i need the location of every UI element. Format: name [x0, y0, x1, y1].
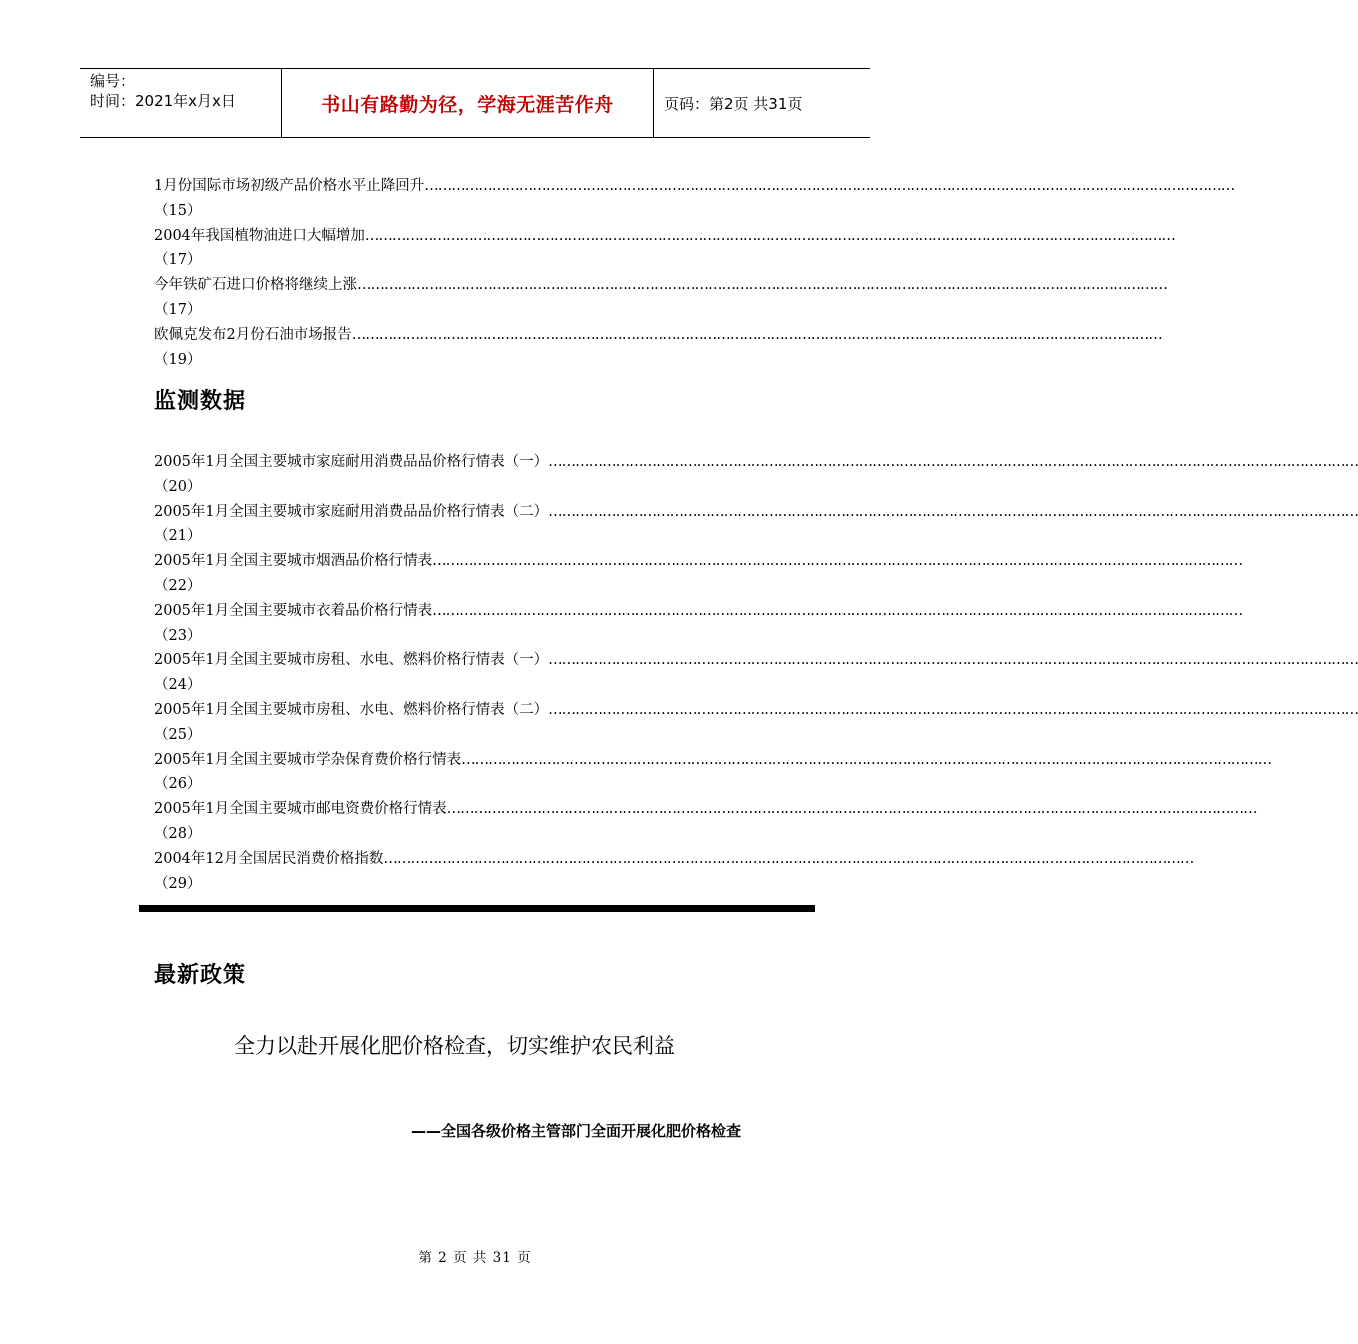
toc-entry[interactable] [154, 797, 1257, 847]
toc-leader-dots: ……………………………………………………………………………………………………………………………………………………………… [383, 850, 1194, 867]
toc-entry-title: 2005年1月全国主要城市学杂保育费价格行情表 [154, 751, 462, 768]
toc-entry[interactable] [154, 748, 1272, 798]
toc-entry-line [154, 847, 1194, 872]
header-id-label: 编号： [90, 72, 136, 90]
toc-international-section [154, 174, 1235, 372]
toc-entry-page: （17） [154, 252, 202, 269]
header-meta [80, 69, 282, 137]
toc-entry-line [154, 500, 1358, 525]
toc-entry-line [154, 748, 1272, 773]
toc-entry-page: （29） [154, 875, 202, 892]
toc-entry-title: 2004年12月全国居民消费价格指数 [154, 850, 384, 867]
toc-entry-title: 2005年1月全国主要城市家庭耐用消费品品价格行情表（一） [154, 454, 549, 470]
toc-entry-line [154, 323, 1162, 348]
toc-entry-line [154, 648, 1358, 673]
toc-entry-line [154, 698, 1358, 723]
toc-leader-dots: ……………………………………………………………………………………………………………………………………………………………… [548, 503, 1358, 520]
toc-leader-dots: ……………………………………………………………………………………………………………………………………………………………… [432, 553, 1243, 570]
toc-leader-dots: ……………………………………………………………………………………………………………………………………………………………… [548, 454, 1358, 470]
toc-entry-title: 今年铁矿石进口价格将继续上涨 [154, 277, 357, 294]
toc-leader-dots: ……………………………………………………………………………………………………………………………………………………………… [357, 277, 1167, 294]
toc-entry-title: 2005年1月全国主要城市房租、水电、燃料价格行情表（二） [154, 701, 549, 718]
toc-leader-dots: ……………………………………………………………………………………………………………………………………………………………… [364, 227, 1175, 244]
toc-entry-title: 2004年我国植物油进口大幅增加 [154, 227, 365, 244]
toc-entry-line [154, 224, 1175, 249]
toc-entry-page: （24） [154, 677, 202, 694]
toc-entry-line [154, 549, 1243, 574]
toc-entry-line [154, 450, 1358, 475]
toc-leader-dots: ……………………………………………………………………………………………………………………………………………………………… [548, 652, 1358, 669]
toc-leader-dots: ……………………………………………………………………………………………………………………………………………………………… [432, 602, 1243, 619]
toc-entry[interactable] [154, 450, 1358, 500]
toc-entry-line [154, 797, 1257, 822]
toc-monitor-section [154, 450, 1358, 896]
document-header [80, 68, 870, 138]
header-date: 时间：2021年x月x日 [90, 92, 236, 110]
toc-entry[interactable] [154, 323, 1162, 373]
toc-entry-page: （28） [154, 825, 202, 842]
toc-entry[interactable] [154, 224, 1175, 274]
toc-leader-dots: ……………………………………………………………………………………………………………………………………………………………… [548, 701, 1358, 718]
toc-entry-title: 2005年1月全国主要城市房租、水电、燃料价格行情表（一） [154, 652, 549, 669]
toc-entry-page: （19） [154, 351, 202, 368]
toc-entry-title: 2005年1月全国主要城市邮电资费价格行情表 [154, 801, 447, 818]
toc-entry-line [154, 599, 1243, 624]
toc-entry-title: 2005年1月全国主要城市衣着品价格行情表 [154, 602, 433, 619]
toc-entry[interactable] [154, 648, 1358, 698]
toc-entry-page: （15） [154, 202, 202, 219]
toc-entry-page: （21） [154, 528, 202, 545]
header-page-info: 页码：第2页 共31页 [664, 94, 803, 113]
toc-entry[interactable] [154, 549, 1243, 599]
toc-entry[interactable] [154, 500, 1358, 550]
policy-article-subtitle: ——全国各级价格主管部门全面开展化肥价格检查 [411, 1122, 742, 1140]
toc-leader-dots: ……………………………………………………………………………………………………………………………………………………………… [351, 326, 1162, 343]
page-footer: 第 2 页 共 31 页 [418, 1250, 532, 1266]
toc-leader-dots: ……………………………………………………………………………………………………………………………………………………………… [446, 801, 1257, 818]
toc-entry-page: （23） [154, 627, 202, 644]
header-motto: 书山有路勤为径，学海无涯苦作舟 [282, 69, 654, 137]
toc-entry[interactable] [154, 599, 1243, 649]
toc-leader-dots: ……………………………………………………………………………………………………………………………………………………………… [424, 178, 1235, 194]
toc-entry-title: 1月份国际市场初级产品价格水平止降回升 [154, 178, 425, 194]
toc-leader-dots: ……………………………………………………………………………………………………………………………………………………………… [461, 751, 1272, 768]
toc-entry-line [154, 273, 1167, 298]
section-divider [139, 905, 815, 912]
toc-entry-page: （26） [154, 776, 202, 793]
toc-entry[interactable] [154, 698, 1358, 748]
toc-entry-title: 2005年1月全国主要城市烟酒品价格行情表 [154, 553, 433, 570]
section-heading-monitor: 监测数据 [154, 389, 247, 414]
toc-entry-page: （17） [154, 301, 202, 318]
policy-article-title: 全力以赴开展化肥价格检查，切实维护农民利益 [234, 1034, 675, 1058]
toc-entry[interactable] [154, 847, 1194, 897]
toc-entry[interactable] [154, 174, 1235, 224]
toc-entry-page: （20） [154, 478, 202, 495]
toc-entry-page: （25） [154, 726, 202, 743]
toc-entry-page: （22） [154, 577, 202, 594]
toc-entry-title: 欧佩克发布2月份石油市场报告 [154, 326, 352, 343]
toc-entry-line [154, 174, 1235, 199]
toc-entry-title: 2005年1月全国主要城市家庭耐用消费品品价格行情表（二） [154, 503, 549, 520]
section-heading-policy: 最新政策 [154, 963, 247, 988]
toc-entry[interactable] [154, 273, 1167, 323]
